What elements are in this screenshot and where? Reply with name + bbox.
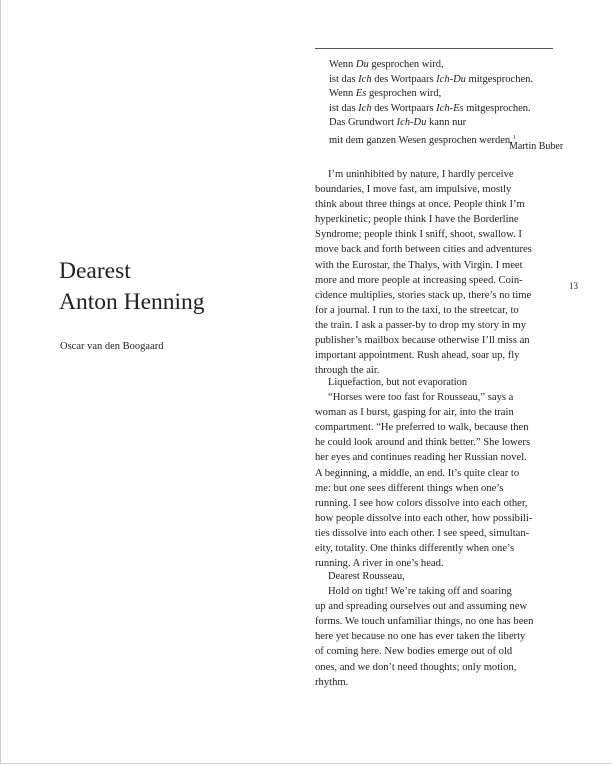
text-line: move back and forth between cities and adventures (315, 244, 532, 256)
text-line: running. A river in one’s head. (315, 558, 444, 570)
epigraph-text: ist das (329, 73, 359, 85)
epigraph-text: Wenn (329, 59, 356, 70)
epigraph-lines (329, 58, 543, 149)
epigraph-emphasis: Ich-Es (436, 102, 464, 114)
epigraph-emphasis: Ich-Du (396, 117, 427, 129)
text-line: publisher’s mailbox because otherwise I’ll miss an (315, 335, 530, 347)
author-name: Oscar van den Boogaard (60, 341, 164, 352)
text-line: me: but one sees different things when one’s (315, 482, 504, 494)
text-line: “Horses were too fast for Rousseau,” says a (328, 392, 514, 404)
section-liquefaction (315, 375, 560, 571)
epigraph-text: Wenn (329, 88, 356, 100)
article-title (59, 256, 205, 318)
epigraph-emphasis: Ich-Du (436, 73, 466, 85)
epigraph-line (329, 102, 543, 117)
text-line: ones, and we don’t need thoughts; only motion, (315, 661, 517, 673)
article-title-line: Anton Henning (59, 289, 205, 315)
footnote-marker: 1 (512, 134, 516, 141)
text-line: hyperkinetic; people think I have the Borderline (315, 214, 519, 226)
text-line: forms. We touch unfamiliar things, no one has been (315, 616, 534, 628)
epigraph-line (329, 58, 543, 73)
epigraph-line (329, 87, 543, 102)
page-number: 13 (569, 281, 578, 291)
opening-paragraph (315, 167, 560, 378)
epigraph-text: des Wortpaars (371, 102, 437, 114)
text-line: for a journal. I run to the taxi, to the streetcar, to (315, 304, 519, 316)
text-line: compartment. “He preferred to walk, because then (315, 422, 529, 434)
text-line: with the Eurostar, the Thalys, with Virgin. I meet (315, 259, 523, 271)
epigraph-text: mitgesprochen. (465, 73, 533, 85)
epigraph-text: Das Grundwort (329, 117, 397, 129)
epigraph-line (329, 116, 543, 131)
section-lines (315, 390, 560, 571)
text-line: boundaries, I move fast, am impulsive, mostly (315, 184, 512, 196)
epigraph-text: kann nur (426, 117, 467, 129)
epigraph-text: mitgesprochen. (463, 102, 531, 114)
text-line: through the air. (315, 365, 380, 377)
text-line: ties dissolve into each other. I see speed, simultan- (315, 527, 530, 539)
text-line: cidence multiplies, stories stack up, there’s no time (315, 289, 532, 301)
epigraph-attribution: Martin Buber (509, 141, 564, 152)
epigraph (329, 58, 564, 152)
epigraph-text: mit dem ganzen Wesen gesprochen werden. (329, 134, 513, 146)
text-line: Hold on tight! We’re taking off and soaring (328, 586, 512, 598)
text-line: up and spreading ourselves out and assuming new (315, 601, 528, 613)
section-heading: Dearest Rousseau, (328, 571, 405, 582)
section-lines (315, 584, 560, 690)
text-line: rhythm. (315, 676, 349, 688)
text-line: A beginning, a middle, an end. It’s quite clear to (315, 467, 520, 479)
text-line: more and more people at increasing speed. Coin- (315, 274, 523, 286)
text-line: woman as I burst, gasping for air, into the train (315, 407, 514, 419)
epigraph-text: gesprochen wird, (366, 88, 442, 100)
section-heading: Liquefaction, but not evaporation (328, 377, 468, 388)
text-line: of coming here. New bodies emerge out of old (315, 646, 513, 658)
epigraph-text: gesprochen wird, (368, 59, 444, 70)
paragraph-lines (315, 167, 560, 378)
text-line: her eyes and continues reading her Russian novel. (315, 452, 527, 464)
article-title-line: Dearest (59, 258, 131, 284)
text-line: running. I see how colors dissolve into each other, (315, 497, 528, 509)
epigraph-emphasis: Es (355, 88, 367, 100)
section-dearest-rousseau (315, 569, 560, 690)
text-line: how people dissolve into each other, how possibili- (315, 512, 533, 524)
epigraph-emphasis: Ich (358, 73, 372, 85)
epigraph-emphasis: Ich (358, 102, 372, 114)
epigraph-text: des Wortpaars (371, 73, 437, 85)
text-line: here yet because no one has ever taken the liberty (315, 631, 526, 643)
text-line: eity, totality. One thinks differently when one’s (315, 543, 515, 555)
text-line: Syndrome; people think I sniff, shoot, swallow. I (315, 229, 522, 241)
epigraph-line (329, 73, 543, 88)
epigraph-rule (315, 48, 553, 49)
text-line: the train. I ask a passer-by to drop my story in my (315, 319, 527, 331)
epigraph-text: ist das (329, 102, 359, 114)
text-line: I’m uninhibited by nature, I hardly perceive (328, 169, 514, 180)
text-line: he could look around and think better.” She lowers (315, 437, 531, 449)
text-line: think about three things at once. People think I’m (315, 199, 525, 211)
text-line: important appointment. Rush ahead, soar up, fly (315, 350, 520, 362)
epigraph-emphasis: Du (355, 59, 369, 70)
